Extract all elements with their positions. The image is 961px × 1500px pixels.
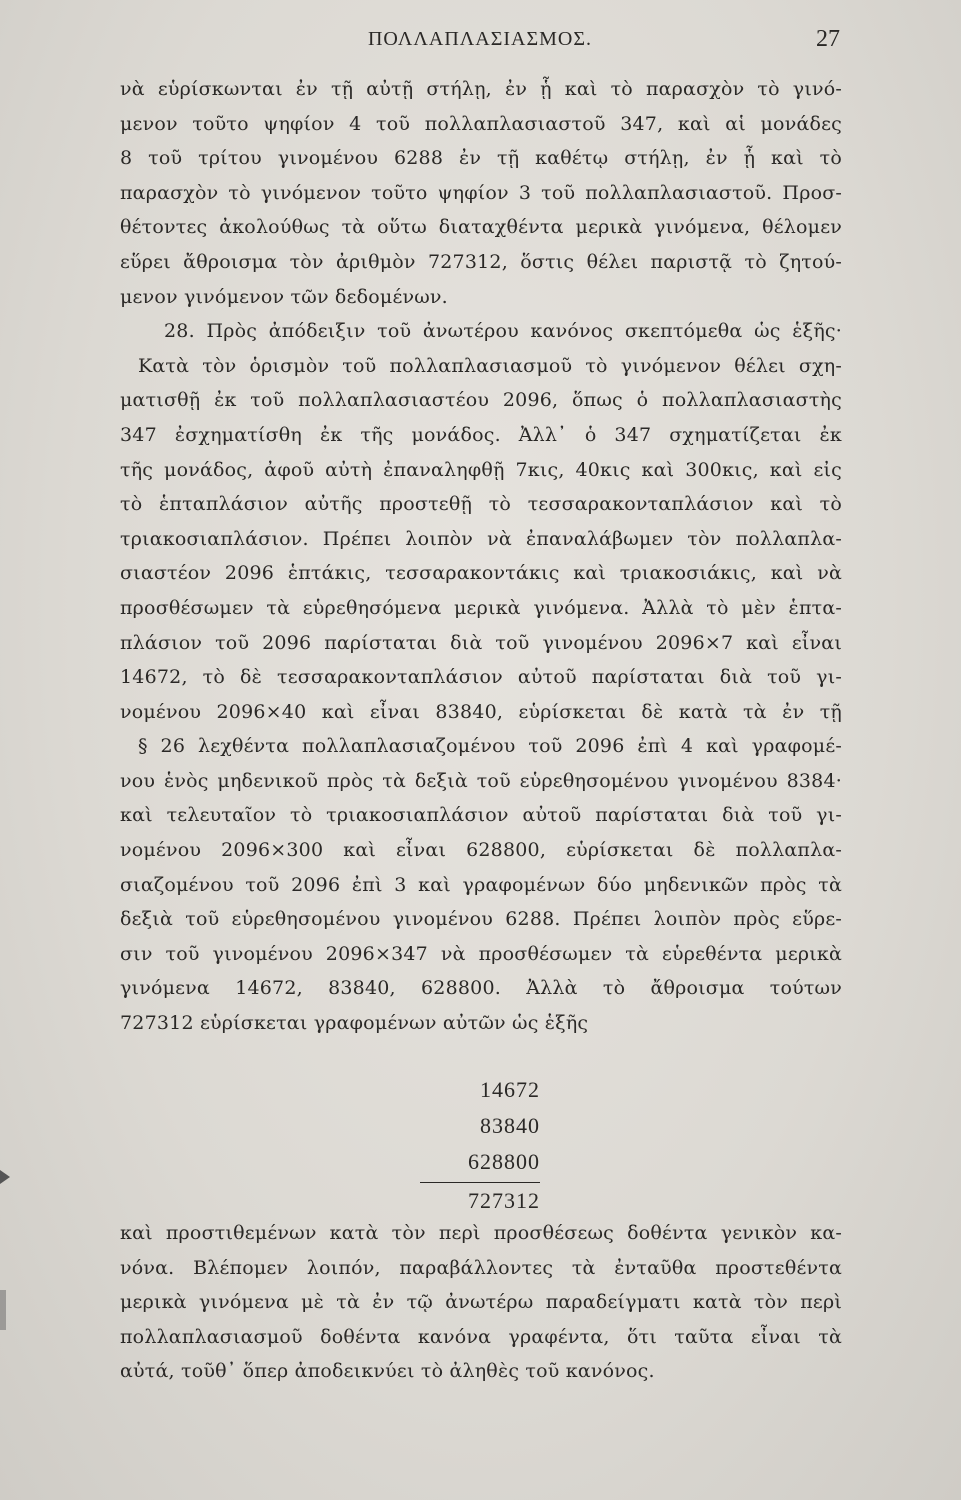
text-line: νόνα. Βλέπομεν λοιπόν, παραβάλλοντες τὰ ἐνταῦθα προστεθέντα	[120, 1256, 842, 1279]
text-line: τῆς μονάδος, ἀφοῦ αὐτὴ ἐπαναληφθῇ 7κις, 40κις καὶ 300κις, καὶ εἰς	[120, 458, 842, 481]
text-line: ματισθῇ ἐκ τοῦ πολλαπλασιαστέου 2096, ὅπως ὁ πολλαπλασιαστὴς	[120, 389, 842, 412]
text-line: νὰ εὑρίσκωνται ἐν τῇ αὐτῇ στήλῃ, ἐν ᾗ καὶ τὸ παρασχὸν τὸ γινό-	[120, 78, 842, 100]
text-line: γινόμενα 14672, 83840, 628800. Ἀλλὰ τὸ ἄθροισμα τούτων	[120, 977, 842, 1000]
sum-total: 727312	[468, 1188, 540, 1213]
addend: 14672	[480, 1077, 540, 1102]
body-text	[120, 72, 842, 1041]
scan-edge-shadow	[0, 1290, 6, 1330]
addend: 83840	[480, 1113, 540, 1138]
text-line: παρασχὸν τὸ γινόμενον τοῦτο ψηφίον 3 τοῦ πολλαπλασιαστοῦ. Προσ-	[120, 181, 842, 204]
text-line: θέτοντες ἀκολούθως τὰ οὕτω διαταχθέντα μερικὰ γινόμενα, θέλομεν	[120, 216, 842, 239]
text-line: νομένου 2096×300 καὶ εἶναι 628800, εὑρίσκεται δὲ πολλαπλα-	[120, 839, 842, 862]
addend: 628800	[468, 1149, 540, 1174]
text-line: σιαστέον 2096 ἑπτάκις, τεσσαρακοντάκις καὶ τριακοσιάκις, καὶ νὰ	[120, 562, 842, 585]
text-line: καὶ τελευταῖον τὸ τριακοσιαπλάσιον αὐτοῦ παρίσταται διὰ τοῦ γι-	[120, 804, 842, 827]
page-number: 27	[816, 26, 840, 52]
text-line: 14672, τὸ δὲ τεσσαρακονταπλάσιον αὐτοῦ παρίσταται διὰ τοῦ γι-	[120, 666, 842, 689]
text-line: τὸ ἑπταπλάσιον αὐτῆς προστεθῇ τὸ τεσσαρακονταπλάσιον καὶ τὸ	[120, 493, 842, 516]
scan-edge-mark	[0, 1170, 10, 1184]
closing-text	[120, 1216, 842, 1389]
text-line: Κατὰ τὸν ὁρισμὸν τοῦ πολλαπλασιασμοῦ τὸ γινόμενον θέλει σχη-	[138, 354, 842, 377]
text-line: αὐτά, τοῦθ᾽ ὅπερ ἀποδεικνύει τὸ ἀληθὲς τοῦ κανόνος.	[120, 1360, 655, 1383]
addition-layout	[420, 1072, 540, 1219]
text-line: καὶ προστιθεμένων κατὰ τὸν περὶ προσθέσεως δοθέντα γενικὸν κα-	[120, 1222, 842, 1244]
text-line: νομένου 2096×40 καὶ εἶναι 83840, εὑρίσκεται δὲ κατὰ τὰ ἐν τῇ	[120, 700, 842, 723]
text-line: μενον τοῦτο ψηφίον 4 τοῦ πολλαπλασιαστοῦ 347, καὶ αἱ μονάδες	[120, 112, 842, 135]
text-line: 347 ἐσχηματίσθη ἐκ τῆς μονάδος. Ἀλλ᾽ ὁ 347 σχηματίζεται ἐκ	[120, 423, 842, 446]
text-line: πολλαπλασιασμοῦ δοθέντα κανόνα γραφέντα, ὅτι ταῦτα εἶναι τὰ	[120, 1325, 842, 1348]
text-line: πλάσιον τοῦ 2096 παρίσταται διὰ τοῦ γινομένου 2096×7 καὶ εἶναι	[120, 631, 842, 654]
running-head	[120, 22, 840, 56]
text-line: σιν τοῦ γινομένου 2096×347 νὰ προσθέσωμεν τὰ εὑρεθέντα μερικὰ	[120, 942, 842, 965]
text-line: σιαζομένου τοῦ 2096 ἐπὶ 3 καὶ γραφομένων δύο μηδενικῶν πρὸς τὰ	[120, 873, 842, 896]
text-line: μερικὰ γινόμενα μὲ τὰ ἐν τῷ ἀνωτέρω παραδείγματι κατὰ τὸν περὶ	[120, 1291, 842, 1314]
running-title: ΠΟΛΛΑΠΛΑΣΙΑΣΜΟΣ.	[367, 28, 593, 50]
text-line: νου ἑνὸς μηδενικοῦ πρὸς τὰ δεξιὰ τοῦ εὑρεθησομένου γινομένου 8384·	[120, 769, 842, 792]
text-line: προσθέσωμεν τὰ εὑρεθησόμενα μερικὰ γινόμενα. Ἀλλὰ τὸ μὲν ἑπτα-	[120, 596, 842, 619]
text-line: μενον γινόμενον τῶν δεδομένων.	[120, 285, 448, 308]
section-28-heading-line: 28. Πρὸς ἀπόδειξιν τοῦ ἀνωτέρου κανόνος σκεπτόμεθα ὡς ἑξῆς·	[164, 320, 842, 343]
text-line: 8 τοῦ τρίτου γινομένου 6288 ἐν τῇ καθέτῳ στήλῃ, ἐν ᾗ καὶ τὸ	[120, 147, 842, 170]
text-line: εὕρει ἄθροισμα τὸν ἀριθμὸν 727312, ὅστις θέλει παριστᾷ τὸ ζητού-	[120, 250, 842, 273]
text-line: § 26 λεχθέντα πολλαπλασιαζομένου τοῦ 2096 ἐπὶ 4 καὶ γραφομέ-	[138, 735, 842, 758]
text-line: τριακοσιαπλάσιον. Πρέπει λοιπὸν νὰ ἐπαναλάβωμεν τὸν πολλαπλα-	[120, 527, 842, 550]
text-line: δεξιὰ τοῦ εὑρεθησομένου γινομένου 6288. Πρέπει λοιπὸν πρὸς εὕρε-	[120, 908, 842, 931]
text-line: 727312 εὑρίσκεται γραφομένων αὐτῶν ὡς ἑξῆς	[120, 1012, 589, 1035]
